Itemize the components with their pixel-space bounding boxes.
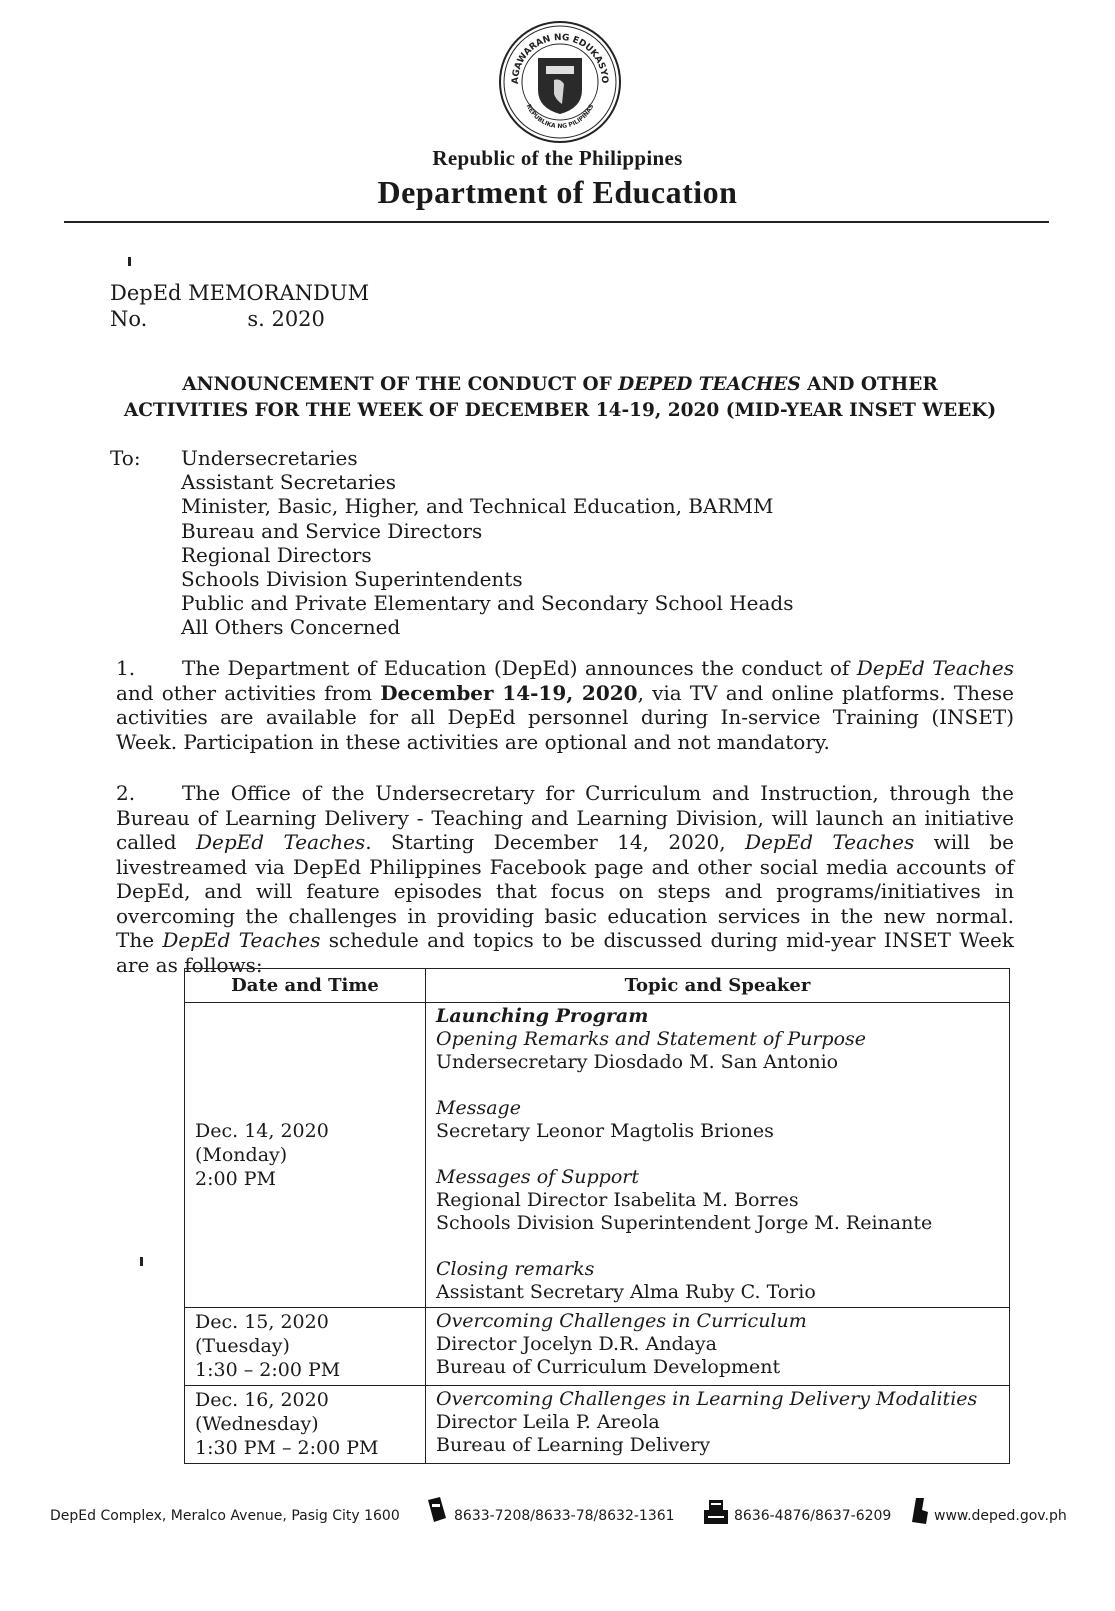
memo-title <box>100 372 1020 424</box>
paragraph-emphasis: DepEd Teaches <box>195 830 366 854</box>
paragraph-2 <box>116 781 1014 977</box>
deped-seal <box>496 18 624 146</box>
date-text: Dec. 16, 2020 <box>195 1389 329 1411</box>
title-deped-teaches: DEPED TEACHES <box>618 374 801 395</box>
memo-number <box>110 306 369 332</box>
paragraph-text: and other activities from <box>116 680 381 705</box>
paragraph-emphasis: DepEd Teaches <box>745 830 915 854</box>
table-header-row <box>185 969 1010 1003</box>
speaker-name: Assistant Secretary Alma Ruby C. Torio <box>436 1281 816 1303</box>
table-row <box>185 1003 1010 1308</box>
memo-number-block <box>110 280 369 332</box>
topic-cell <box>426 1308 1010 1386</box>
recipient-item: Public and Private Elementary and Secondary School Heads <box>181 591 794 616</box>
paragraph-text: The Office of the Undersecretary for Curriculum and Instruction, through the Bureau of Learning Delivery - Teaching and Learning Division, will launch an initiative called <box>116 781 1014 854</box>
memo-title-line1 <box>100 372 1020 398</box>
paragraph-1 <box>116 656 1014 754</box>
date-cell <box>185 1386 426 1464</box>
title-text: ANNOUNCEMENT OF THE CONDUCT OF <box>182 374 619 395</box>
paragraph-emphasis: DepEd Teaches <box>856 656 1014 680</box>
seal-text-bottom: REPUBLIKA NG PILIPINAS <box>524 103 596 131</box>
recipient-item: Minister, Basic, Higher, and Technical Education, BARMM <box>181 494 774 519</box>
column-header-date: Date and Time <box>185 969 426 1003</box>
recipient-item: Assistant Secretaries <box>181 470 397 495</box>
seal-text-top: AGAWARAN NG EDUKASYO <box>510 32 610 85</box>
department-heading: Department of Education <box>377 174 738 210</box>
schedule-table <box>184 968 1010 1464</box>
paragraph-text: , via TV and online platforms. These activities are available for all DepEd personnel during In-service Training (INSET) Week. Participation in these activities are optional and not mandatory. <box>116 680 1014 754</box>
speaker-office: Bureau of Curriculum Development <box>436 1356 781 1378</box>
footer-website[interactable]: www.deped.gov.ph <box>934 1508 1067 1524</box>
speaker-office: Bureau of Learning Delivery <box>436 1434 711 1456</box>
date-text: Dec. 14, 2020 (Monday) <box>195 1119 329 1166</box>
footer-phone: 8633-7208/8633-78/8632-1361 <box>454 1508 675 1524</box>
speaker-name: Director Jocelyn D.R. Andaya <box>436 1333 717 1355</box>
speaker-name: Regional Director Isabelita M. Borres <box>436 1189 799 1211</box>
recipient-item: All Others Concerned <box>181 615 401 640</box>
footer-fax: 8636-4876/8637-6209 <box>734 1508 892 1524</box>
time-text: 1:30 – 2:00 PM <box>195 1359 341 1381</box>
day-text: (Wednesday) <box>195 1413 319 1435</box>
segment-title: Messages of Support <box>436 1166 639 1188</box>
paragraph-text: The Department of Education (DepEd) announces the conduct of <box>182 656 857 680</box>
speaker-name: Director Leila P. Areola <box>436 1411 660 1433</box>
phone-icon <box>422 1496 452 1526</box>
time-text: 2:00 PM <box>195 1167 276 1190</box>
segment-title: Overcoming Challenges in Curriculum <box>436 1310 807 1332</box>
program-heading: Launching Program <box>436 1005 649 1027</box>
paragraph-date-range: December 14-19, 2020 <box>380 680 638 705</box>
republic-heading: Republic of the Philippines <box>432 146 683 170</box>
time-text: 1:30 PM – 2:00 PM <box>195 1437 379 1459</box>
segment-title: Message <box>436 1097 521 1119</box>
recipient-item: Schools Division Superintendents <box>181 567 523 592</box>
segment-title: Opening Remarks and Statement of Purpose <box>436 1028 867 1050</box>
footer <box>50 1496 1100 1536</box>
speaker-name: Schools Division Superintendent Jorge M. Reinante <box>436 1212 933 1234</box>
topic-cell <box>426 1386 1010 1464</box>
date-cell <box>185 1003 426 1308</box>
memo-no-label: No. <box>110 307 148 331</box>
date-text: Dec. 15, 2020 (Tuesday) <box>195 1311 329 1357</box>
paragraph-text: will be livestreamed via DepEd Philippines Facebook page and other social media accounts of DepEd, and will feature episodes that focus on steps and programs/initiatives in overcoming the challenges in providing basic education services in the new normal. The <box>116 830 1014 952</box>
table-row <box>185 1308 1010 1386</box>
scan-mark <box>128 257 131 266</box>
paragraph-number: 1. <box>116 656 136 680</box>
paragraph-text: schedule and topics to be discussed during mid-year INSET Week are as follows: <box>116 928 1014 977</box>
mobile-phone-icon <box>906 1496 934 1528</box>
recipients-list <box>181 446 793 640</box>
title-text: AND OTHER <box>800 374 938 395</box>
memo-heading: DepEd MEMORANDUM <box>110 281 370 305</box>
footer-address: DepEd Complex, Meralco Avenue, Pasig City 1600 <box>50 1508 400 1524</box>
speaker-name: Secretary Leonor Magtolis Briones <box>436 1120 774 1142</box>
recipients-label: To: <box>110 446 141 470</box>
segment-title: Overcoming Challenges in Learning Delivery Modalities <box>436 1388 978 1410</box>
paragraph-number: 2. <box>116 781 136 805</box>
paragraph-emphasis: DepEd Teaches <box>162 928 321 952</box>
memo-series: s. 2020 <box>247 307 325 331</box>
recipient-item: Regional Directors <box>181 542 372 567</box>
topic-cell <box>426 1003 1010 1308</box>
recipient-item: Bureau and Service Directors <box>181 518 483 543</box>
scan-mark <box>140 1257 143 1266</box>
segment-title: Closing remarks <box>436 1258 595 1280</box>
speaker-name: Undersecretary Diosdado M. San Antonio <box>436 1051 839 1073</box>
paragraph-text: . Starting December 14, 2020, <box>365 830 746 854</box>
column-header-topic: Topic and Speaker <box>426 969 1010 1003</box>
fax-icon <box>700 1498 732 1528</box>
header-divider <box>64 221 1049 223</box>
memo-title-line2: ACTIVITIES FOR THE WEEK OF DECEMBER 14-19, 2020 (MID-YEAR INSET WEEK) <box>123 400 997 421</box>
table-row <box>185 1386 1010 1464</box>
recipient-item: Undersecretaries <box>181 446 358 470</box>
date-cell <box>185 1308 426 1386</box>
